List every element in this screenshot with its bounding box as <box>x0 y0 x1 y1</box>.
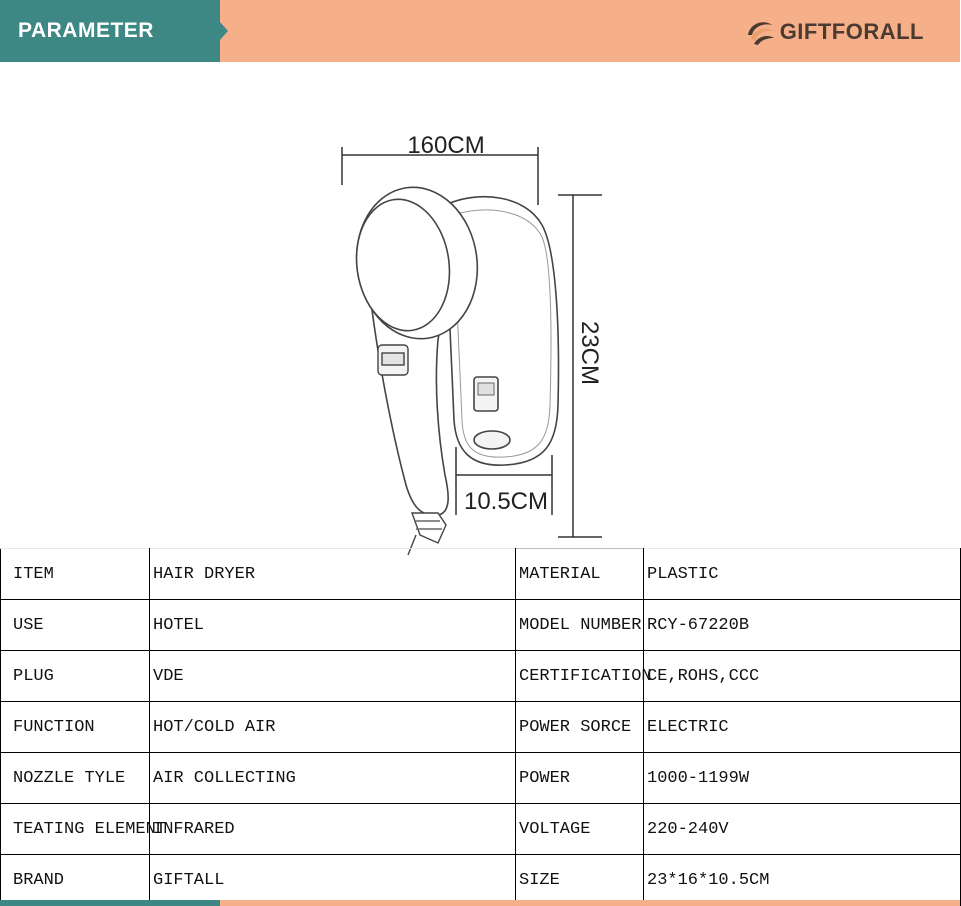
table-row <box>1 549 961 600</box>
spec-label: NOZZLE TYLE <box>1 753 150 804</box>
spec-table <box>0 548 961 906</box>
spec-label: ITEM <box>1 549 150 600</box>
spec-value: GIFTALL <box>150 855 516 906</box>
spec-value: 220-240V <box>644 804 961 855</box>
spec-value: VDE <box>150 651 516 702</box>
footer-bar <box>0 900 960 906</box>
spec-label: VOLTAGE <box>516 804 644 855</box>
spec-label: USE <box>1 600 150 651</box>
spec-label: POWER SORCE <box>516 702 644 753</box>
hair-dryer-drawing <box>320 125 620 555</box>
footer-tag <box>0 900 220 906</box>
spec-label: SIZE <box>516 855 644 906</box>
height-label: 23CM <box>576 320 603 386</box>
brand-name: GIFTFORALL <box>779 19 924 44</box>
spec-label: POWER <box>516 753 644 804</box>
table-row <box>1 804 961 855</box>
swirl-logo-icon <box>744 17 776 47</box>
spec-value: PLASTIC <box>644 549 961 600</box>
table-row <box>1 855 961 906</box>
spec-label: BRAND <box>1 855 150 906</box>
spec-value: AIR COLLECTING <box>150 753 516 804</box>
spec-value: HOTEL <box>150 600 516 651</box>
brand-logo <box>744 17 924 47</box>
section-tag <box>0 0 220 62</box>
table-row <box>1 600 961 651</box>
table-row <box>1 702 961 753</box>
spec-value: CE,ROHS,CCC <box>644 651 961 702</box>
spec-value: HAIR DRYER <box>150 549 516 600</box>
spec-label: CERTIFICATION <box>516 651 644 702</box>
spec-value: 23*16*10.5CM <box>644 855 961 906</box>
spec-label: PLUG <box>1 651 150 702</box>
spec-value: INFRARED <box>150 804 516 855</box>
spec-value: RCY-67220B <box>644 600 961 651</box>
spec-label: FUNCTION <box>1 702 150 753</box>
width-label: 160CM <box>407 132 485 159</box>
spec-value: HOT/COLD AIR <box>150 702 516 753</box>
spec-value: 1000-1199W <box>644 753 961 804</box>
header-banner <box>0 0 960 62</box>
table-row <box>1 753 961 804</box>
spec-value: ELECTRIC <box>644 702 961 753</box>
spec-label: MODEL NUMBER <box>516 600 644 651</box>
spec-label: MATERIAL <box>516 549 644 600</box>
table-row <box>1 651 961 702</box>
section-title: PARAMETER <box>18 19 154 42</box>
spec-label: TEATING ELEMENT <box>1 804 150 855</box>
depth-label: 10.5CM <box>463 488 549 515</box>
dryer-switch <box>378 345 408 375</box>
